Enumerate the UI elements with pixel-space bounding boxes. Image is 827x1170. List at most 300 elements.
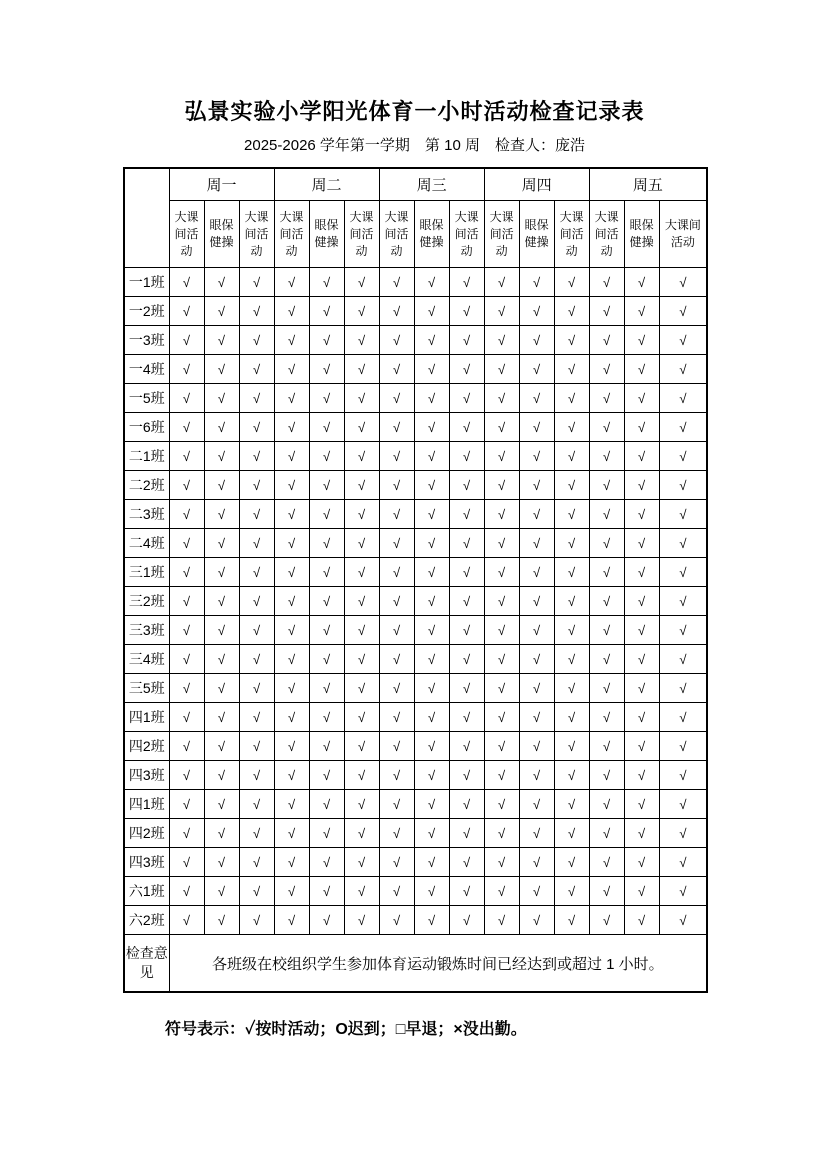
check-cell: √ [309, 442, 344, 471]
check-cell: √ [169, 732, 204, 761]
check-cell: √ [449, 413, 484, 442]
check-cell: √ [519, 442, 554, 471]
check-cell: √ [554, 732, 589, 761]
summary-row [124, 935, 707, 993]
check-cell: √ [274, 355, 309, 384]
check-cell: √ [204, 761, 239, 790]
check-cell: √ [519, 529, 554, 558]
class-label: 一6班 [124, 413, 169, 442]
check-cell: √ [589, 761, 624, 790]
check-cell: √ [239, 674, 274, 703]
check-cell: √ [274, 384, 309, 413]
check-cell: √ [169, 790, 204, 819]
activity-header-day1-2: 眼保健操 [204, 201, 239, 268]
check-cell: √ [309, 819, 344, 848]
check-cell: √ [484, 587, 519, 616]
check-cell: √ [484, 442, 519, 471]
check-cell: √ [309, 529, 344, 558]
check-cell: √ [204, 645, 239, 674]
check-cell: √ [519, 877, 554, 906]
activity-header-day2-1: 大课间活动 [274, 201, 309, 268]
check-cell: √ [449, 906, 484, 935]
check-cell: √ [414, 529, 449, 558]
check-cell: √ [309, 384, 344, 413]
check-cell: √ [379, 471, 414, 500]
summary-label: 检查意见 [124, 935, 169, 993]
check-cell: √ [519, 268, 554, 297]
check-cell: √ [239, 732, 274, 761]
check-cell: √ [169, 500, 204, 529]
check-cell: √ [519, 645, 554, 674]
check-cell: √ [484, 413, 519, 442]
check-cell: √ [414, 500, 449, 529]
check-cell: √ [379, 355, 414, 384]
check-cell: √ [589, 645, 624, 674]
check-cell: √ [344, 384, 379, 413]
check-cell: √ [589, 413, 624, 442]
check-cell: √ [414, 616, 449, 645]
page-title: 弘景实验小学阳光体育一小时活动检查记录表 [184, 99, 645, 124]
check-cell: √ [624, 442, 659, 471]
check-cell: √ [414, 268, 449, 297]
check-cell: √ [169, 413, 204, 442]
check-cell: √ [414, 355, 449, 384]
check-cell: √ [379, 848, 414, 877]
check-cell: √ [484, 906, 519, 935]
check-cell: √ [169, 355, 204, 384]
check-cell: √ [344, 674, 379, 703]
check-cell: √ [449, 587, 484, 616]
check-cell: √ [659, 355, 707, 384]
check-cell: √ [204, 355, 239, 384]
check-cell: √ [414, 732, 449, 761]
check-cell: √ [414, 587, 449, 616]
check-cell: √ [554, 500, 589, 529]
check-cell: √ [309, 471, 344, 500]
class-row [124, 703, 707, 732]
check-cell: √ [449, 384, 484, 413]
check-cell: √ [274, 587, 309, 616]
check-cell: √ [344, 355, 379, 384]
check-cell: √ [659, 848, 707, 877]
class-row [124, 674, 707, 703]
check-cell: √ [414, 674, 449, 703]
check-cell: √ [554, 761, 589, 790]
check-cell: √ [379, 442, 414, 471]
check-cell: √ [169, 384, 204, 413]
check-cell: √ [309, 703, 344, 732]
check-cell: √ [589, 906, 624, 935]
check-cell: √ [204, 297, 239, 326]
check-cell: √ [204, 413, 239, 442]
check-cell: √ [274, 645, 309, 674]
check-cell: √ [484, 819, 519, 848]
check-cell: √ [204, 529, 239, 558]
check-cell: √ [554, 558, 589, 587]
check-cell: √ [519, 703, 554, 732]
check-cell: √ [659, 500, 707, 529]
check-cell: √ [344, 906, 379, 935]
check-cell: √ [554, 906, 589, 935]
check-cell: √ [449, 355, 484, 384]
check-cell: √ [274, 558, 309, 587]
check-cell: √ [659, 471, 707, 500]
check-cell: √ [589, 558, 624, 587]
class-row [124, 761, 707, 790]
check-cell: √ [449, 529, 484, 558]
check-cell: √ [344, 471, 379, 500]
check-cell: √ [589, 877, 624, 906]
class-label: 三4班 [124, 645, 169, 674]
check-cell: √ [624, 877, 659, 906]
check-cell: √ [239, 268, 274, 297]
check-cell: √ [204, 558, 239, 587]
check-cell: √ [379, 558, 414, 587]
check-cell: √ [344, 819, 379, 848]
check-cell: √ [414, 703, 449, 732]
check-cell: √ [554, 355, 589, 384]
check-cell: √ [659, 645, 707, 674]
check-cell: √ [309, 848, 344, 877]
activity-header-day5-2: 眼保健操 [624, 201, 659, 268]
check-cell: √ [589, 384, 624, 413]
check-cell: √ [239, 558, 274, 587]
check-cell: √ [624, 761, 659, 790]
check-cell: √ [239, 355, 274, 384]
check-cell: √ [659, 761, 707, 790]
check-cell: √ [169, 703, 204, 732]
check-cell: √ [344, 645, 379, 674]
table-body [124, 268, 707, 993]
check-cell: √ [309, 616, 344, 645]
check-cell: √ [414, 326, 449, 355]
check-cell: √ [274, 413, 309, 442]
check-cell: √ [554, 819, 589, 848]
check-cell: √ [519, 732, 554, 761]
check-cell: √ [204, 587, 239, 616]
check-cell: √ [414, 906, 449, 935]
activity-header-day1-1: 大课间活动 [169, 201, 204, 268]
day-header-4: 周四 [484, 168, 589, 201]
check-cell: √ [659, 326, 707, 355]
check-cell: √ [239, 645, 274, 674]
check-cell: √ [659, 413, 707, 442]
check-cell: √ [309, 413, 344, 442]
class-row [124, 819, 707, 848]
check-cell: √ [659, 558, 707, 587]
class-label: 四1班 [124, 790, 169, 819]
check-cell: √ [484, 558, 519, 587]
check-cell: √ [659, 703, 707, 732]
check-cell: √ [344, 268, 379, 297]
check-cell: √ [484, 471, 519, 500]
class-row [124, 645, 707, 674]
class-row [124, 529, 707, 558]
check-cell: √ [659, 819, 707, 848]
check-cell: √ [414, 384, 449, 413]
check-cell: √ [274, 297, 309, 326]
summary-content: 各班级在校组织学生参加体育运动锻炼时间已经达到或超过 1 小时。 [169, 935, 707, 993]
check-cell: √ [519, 848, 554, 877]
check-cell: √ [309, 790, 344, 819]
activity-header-day4-3: 大课间活动 [554, 201, 589, 268]
check-cell: √ [204, 877, 239, 906]
activity-header-row [124, 201, 707, 268]
check-cell: √ [519, 297, 554, 326]
check-cell: √ [169, 877, 204, 906]
check-cell: √ [624, 703, 659, 732]
class-label: 三3班 [124, 616, 169, 645]
check-cell: √ [519, 674, 554, 703]
class-label: 三2班 [124, 587, 169, 616]
check-cell: √ [554, 471, 589, 500]
class-row [124, 587, 707, 616]
check-cell: √ [449, 790, 484, 819]
check-cell: √ [484, 616, 519, 645]
day-header-5: 周五 [589, 168, 707, 201]
inspection-table [123, 167, 708, 993]
check-cell: √ [554, 529, 589, 558]
check-cell: √ [344, 500, 379, 529]
check-cell: √ [379, 297, 414, 326]
check-cell: √ [449, 877, 484, 906]
check-cell: √ [484, 268, 519, 297]
class-label: 二4班 [124, 529, 169, 558]
check-cell: √ [274, 819, 309, 848]
check-cell: √ [589, 674, 624, 703]
check-cell: √ [624, 674, 659, 703]
check-cell: √ [379, 500, 414, 529]
check-cell: √ [624, 558, 659, 587]
check-cell: √ [344, 529, 379, 558]
activity-header-day2-3: 大课间活动 [344, 201, 379, 268]
class-row [124, 877, 707, 906]
check-cell: √ [624, 848, 659, 877]
check-cell: √ [624, 500, 659, 529]
check-cell: √ [379, 384, 414, 413]
activity-header-day5-3: 大课间活动 [659, 201, 707, 268]
check-cell: √ [169, 906, 204, 935]
class-row [124, 384, 707, 413]
check-cell: √ [589, 268, 624, 297]
class-row [124, 906, 707, 935]
check-cell: √ [169, 645, 204, 674]
class-row [124, 413, 707, 442]
check-cell: √ [519, 761, 554, 790]
check-cell: √ [519, 326, 554, 355]
check-cell: √ [554, 877, 589, 906]
check-cell: √ [344, 877, 379, 906]
check-cell: √ [414, 413, 449, 442]
check-cell: √ [239, 877, 274, 906]
check-cell: √ [169, 268, 204, 297]
activity-header-day1-3: 大课间活动 [239, 201, 274, 268]
check-cell: √ [379, 732, 414, 761]
check-cell: √ [204, 442, 239, 471]
check-cell: √ [169, 558, 204, 587]
check-cell: √ [449, 268, 484, 297]
class-label: 一4班 [124, 355, 169, 384]
check-cell: √ [624, 616, 659, 645]
check-cell: √ [589, 297, 624, 326]
check-cell: √ [379, 268, 414, 297]
check-cell: √ [449, 645, 484, 674]
check-cell: √ [344, 761, 379, 790]
class-label: 六2班 [124, 906, 169, 935]
check-cell: √ [554, 703, 589, 732]
activity-header-day5-1: 大课间活动 [589, 201, 624, 268]
check-cell: √ [484, 297, 519, 326]
check-cell: √ [484, 326, 519, 355]
check-cell: √ [169, 761, 204, 790]
check-cell: √ [589, 529, 624, 558]
document-page [123, 97, 706, 1041]
check-cell: √ [239, 587, 274, 616]
check-cell: √ [484, 355, 519, 384]
check-cell: √ [309, 732, 344, 761]
check-cell: √ [239, 384, 274, 413]
check-cell: √ [204, 703, 239, 732]
day-header-2: 周二 [274, 168, 379, 201]
check-cell: √ [204, 384, 239, 413]
check-cell: √ [379, 819, 414, 848]
check-cell: √ [449, 442, 484, 471]
check-cell: √ [169, 819, 204, 848]
check-cell: √ [204, 500, 239, 529]
class-label: 二2班 [124, 471, 169, 500]
check-cell: √ [204, 674, 239, 703]
activity-header-day4-1: 大课间活动 [484, 201, 519, 268]
check-cell: √ [414, 790, 449, 819]
check-cell: √ [309, 761, 344, 790]
check-cell: √ [414, 645, 449, 674]
check-cell: √ [659, 587, 707, 616]
class-row [124, 616, 707, 645]
check-cell: √ [239, 413, 274, 442]
class-label: 三1班 [124, 558, 169, 587]
check-cell: √ [169, 587, 204, 616]
check-cell: √ [449, 500, 484, 529]
check-cell: √ [449, 703, 484, 732]
check-cell: √ [449, 471, 484, 500]
activity-header-day3-1: 大课间活动 [379, 201, 414, 268]
check-cell: √ [659, 384, 707, 413]
check-cell: √ [519, 384, 554, 413]
check-cell: √ [379, 877, 414, 906]
check-cell: √ [344, 732, 379, 761]
activity-header-day2-2: 眼保健操 [309, 201, 344, 268]
check-cell: √ [274, 442, 309, 471]
class-label: 一1班 [124, 268, 169, 297]
check-cell: √ [379, 761, 414, 790]
activity-header-day3-2: 眼保健操 [414, 201, 449, 268]
check-cell: √ [589, 355, 624, 384]
check-cell: √ [414, 761, 449, 790]
check-cell: √ [309, 587, 344, 616]
check-cell: √ [554, 848, 589, 877]
class-row [124, 500, 707, 529]
check-cell: √ [624, 384, 659, 413]
check-cell: √ [624, 732, 659, 761]
day-header-3: 周三 [379, 168, 484, 201]
check-cell: √ [484, 848, 519, 877]
check-cell: √ [309, 674, 344, 703]
check-cell: √ [169, 674, 204, 703]
check-cell: √ [414, 848, 449, 877]
check-cell: √ [484, 529, 519, 558]
class-label: 二3班 [124, 500, 169, 529]
check-cell: √ [449, 326, 484, 355]
check-cell: √ [204, 819, 239, 848]
check-cell: √ [624, 587, 659, 616]
check-cell: √ [239, 616, 274, 645]
check-cell: √ [519, 413, 554, 442]
check-cell: √ [344, 297, 379, 326]
check-cell: √ [344, 587, 379, 616]
check-cell: √ [379, 703, 414, 732]
check-cell: √ [484, 674, 519, 703]
check-cell: √ [589, 703, 624, 732]
check-cell: √ [414, 297, 449, 326]
table-header [124, 168, 707, 268]
check-cell: √ [239, 761, 274, 790]
check-cell: √ [484, 732, 519, 761]
check-cell: √ [519, 558, 554, 587]
class-label: 四1班 [124, 703, 169, 732]
class-label: 二1班 [124, 442, 169, 471]
class-label: 四3班 [124, 761, 169, 790]
check-cell: √ [484, 790, 519, 819]
check-cell: √ [624, 906, 659, 935]
check-cell: √ [204, 790, 239, 819]
check-cell: √ [484, 384, 519, 413]
check-cell: √ [624, 355, 659, 384]
check-cell: √ [554, 790, 589, 819]
check-cell: √ [554, 616, 589, 645]
class-label: 四2班 [124, 819, 169, 848]
check-cell: √ [484, 645, 519, 674]
check-cell: √ [309, 906, 344, 935]
check-cell: √ [414, 819, 449, 848]
check-cell: √ [449, 732, 484, 761]
check-cell: √ [274, 674, 309, 703]
check-cell: √ [274, 529, 309, 558]
check-cell: √ [554, 674, 589, 703]
class-row [124, 471, 707, 500]
check-cell: √ [309, 326, 344, 355]
check-cell: √ [519, 819, 554, 848]
check-cell: √ [449, 848, 484, 877]
check-cell: √ [519, 587, 554, 616]
check-cell: √ [239, 442, 274, 471]
check-cell: √ [309, 558, 344, 587]
check-cell: √ [414, 442, 449, 471]
page-subtitle: 2025-2026 学年第一学期 第 10 周 检查人：庞浩 [244, 137, 585, 154]
check-cell: √ [344, 703, 379, 732]
check-cell: √ [414, 877, 449, 906]
check-cell: √ [624, 268, 659, 297]
check-cell: √ [274, 268, 309, 297]
check-cell: √ [379, 674, 414, 703]
class-row [124, 732, 707, 761]
check-cell: √ [239, 790, 274, 819]
check-cell: √ [274, 471, 309, 500]
check-cell: √ [449, 297, 484, 326]
check-cell: √ [659, 877, 707, 906]
activity-header-day3-3: 大课间活动 [449, 201, 484, 268]
check-cell: √ [519, 906, 554, 935]
class-label: 一2班 [124, 297, 169, 326]
